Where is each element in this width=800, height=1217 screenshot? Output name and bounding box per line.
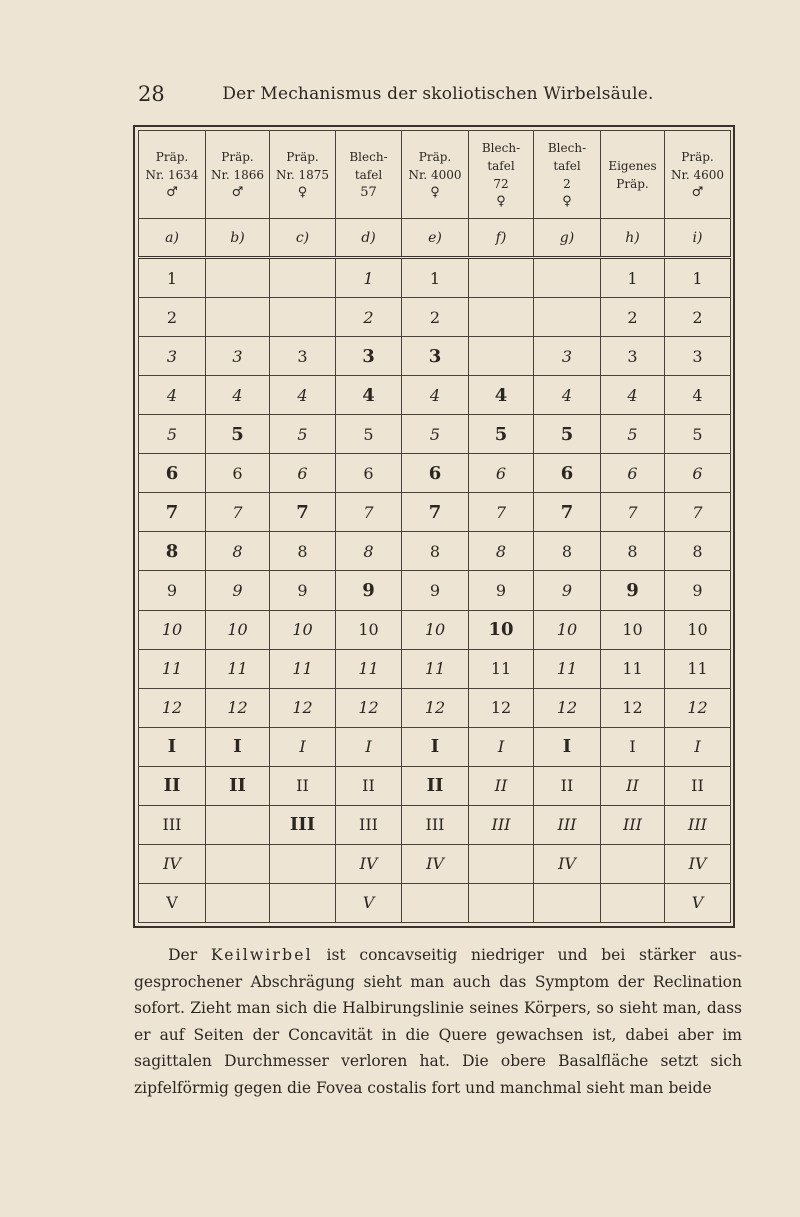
table-cell: 3 [534,337,601,376]
column-header-symbol: ♀ [562,193,572,209]
column-label: d) [336,219,402,258]
table-cell: 1 [402,258,469,298]
column-header [601,131,665,219]
table-cell: IV [402,844,469,883]
table-cell: 8 [601,532,665,571]
table-cell: III [469,805,534,844]
table-cell: 2 [665,298,731,337]
table-cell: 10 [665,610,731,649]
table-cell: 2 [336,298,402,337]
table-cell: 11 [534,649,601,688]
table-cell: 8 [139,532,206,571]
column-header-line: Nr. 4600 [670,167,725,182]
column-header [336,131,402,219]
table-cell: 10 [206,610,270,649]
table-cell: II [402,766,469,805]
column-label: f) [469,219,534,258]
table-cell: I [206,727,270,766]
table-cell [270,883,336,922]
column-header-symbol: ♀ [430,184,440,200]
table-cell: 7 [665,493,731,532]
table-cell: 12 [139,688,206,727]
page-header [138,82,738,112]
table-cell: 5 [534,415,601,454]
table-cell: 5 [601,415,665,454]
table-cell: 3 [336,337,402,376]
table-cell: II [601,766,665,805]
table-cell: 10 [139,610,206,649]
column-label-row [139,219,731,258]
column-header [402,131,469,219]
column-label: i) [665,219,731,258]
table-body [139,258,731,923]
column-header-symbol: ♀ [496,193,506,209]
table-cell: 5 [206,415,270,454]
table-cell: III [139,805,206,844]
table-cell: 10 [402,610,469,649]
table-cell: 4 [469,376,534,415]
table-row [139,844,731,883]
table-cell: 4 [402,376,469,415]
column-header-line: Präp. [221,149,254,164]
table-cell: 1 [665,258,731,298]
column-header-symbol: ♂ [166,184,178,200]
table-cell: 12 [665,688,731,727]
table-cell: 5 [665,415,731,454]
table-cell: 7 [206,493,270,532]
table-cell: 9 [469,571,534,610]
table-cell: 10 [270,610,336,649]
table-row [139,649,731,688]
table-cell: I [139,727,206,766]
table-row [139,883,731,922]
table-cell: 9 [206,571,270,610]
table-cell: 6 [665,454,731,493]
table-row [139,454,731,493]
table-cell: 6 [206,454,270,493]
column-header [270,131,336,219]
column-label: b) [206,219,270,258]
table-cell: 10 [601,610,665,649]
table-cell: 7 [336,493,402,532]
column-header [206,131,270,219]
column-header-line: Nr. 1875 [275,167,330,182]
column-header-row [139,131,731,219]
table-cell [534,258,601,298]
table-cell [469,298,534,337]
column-header-line: Präp. [155,149,189,164]
table-cell: 8 [665,532,731,571]
column-header-line: Blech- [349,149,388,164]
table-cell: II [665,766,731,805]
vertebrae-table-frame [133,125,735,928]
table-cell: 12 [601,688,665,727]
table-cell [206,258,270,298]
table-cell: 11 [601,649,665,688]
table-cell: 12 [534,688,601,727]
table-row [139,493,731,532]
table-cell: IV [139,844,206,883]
table-cell: 7 [601,493,665,532]
table-cell: 9 [270,571,336,610]
paragraph [134,942,742,1101]
table-cell: III [601,805,665,844]
table-cell: 8 [206,532,270,571]
table-cell: 9 [665,571,731,610]
table-cell [270,258,336,298]
column-header-line: Blech- [547,140,587,155]
table-cell: 6 [469,454,534,493]
table-cell: 9 [534,571,601,610]
table-cell: 11 [139,649,206,688]
table-cell: 12 [336,688,402,727]
table-cell: 6 [601,454,665,493]
table-cell: 12 [270,688,336,727]
running-title: Der Mechanismus der skoliotischen Wirbelsäule. [222,84,654,104]
table-cell [469,258,534,298]
table-cell: 12 [402,688,469,727]
table-cell: II [206,766,270,805]
table-cell [469,337,534,376]
table-cell: I [665,727,731,766]
table-cell: 8 [336,532,402,571]
table-cell: 1 [336,258,402,298]
table-cell [469,883,534,922]
table-row [139,337,731,376]
table-cell [469,844,534,883]
table-cell [270,844,336,883]
table-cell: 2 [402,298,469,337]
table-cell: 7 [139,493,206,532]
table-row [139,805,731,844]
table-cell: 3 [139,337,206,376]
table-cell: I [336,727,402,766]
table-cell: 12 [206,688,270,727]
table-cell: 6 [270,454,336,493]
table-cell: 3 [601,337,665,376]
table-row [139,571,731,610]
paragraph-start: Der [168,946,198,964]
column-header-line: tafel [553,158,581,173]
table-cell: 8 [534,532,601,571]
table-row [139,532,731,571]
table-cell: V [139,883,206,922]
table-cell: 11 [270,649,336,688]
table-cell [206,298,270,337]
table-cell [534,883,601,922]
table-cell: 8 [270,532,336,571]
table-cell: 9 [336,571,402,610]
table-cell: 4 [336,376,402,415]
table-cell: III [270,805,336,844]
table-cell: 10 [336,610,402,649]
table-cell: 6 [139,454,206,493]
table-cell [601,883,665,922]
table-row [139,727,731,766]
column-header [139,131,206,219]
table-cell: 3 [270,337,336,376]
table-row [139,376,731,415]
table-cell: 3 [206,337,270,376]
table-cell: 11 [469,649,534,688]
term-keilwirbel: Keilwirbel [210,946,313,964]
column-header-line: 72 [493,176,509,191]
table-cell: 4 [206,376,270,415]
table-row [139,258,731,298]
table-cell: 8 [402,532,469,571]
column-header-line: Eigenes [608,158,657,173]
table-cell: 4 [139,376,206,415]
column-header-symbol: 57 [360,184,377,200]
table-cell: 5 [139,415,206,454]
column-header-line: Präp. [616,176,649,191]
table-cell [206,844,270,883]
table-cell: 6 [402,454,469,493]
body-text [134,942,742,1101]
table-row [139,415,731,454]
column-header-line: 2 [563,176,571,191]
table-cell: II [336,766,402,805]
table-cell: I [270,727,336,766]
column-header-symbol: ♀ [297,184,308,200]
table-cell [534,298,601,337]
table-row [139,610,731,649]
table-cell: 10 [469,610,534,649]
table-cell: I [402,727,469,766]
table-cell: 11 [402,649,469,688]
column-header-symbol: ♂ [231,184,244,200]
column-header-line: Präp. [681,149,714,164]
table-cell: I [469,727,534,766]
column-label: h) [601,219,665,258]
table-cell [270,298,336,337]
table-cell: 7 [469,493,534,532]
table-cell: 6 [336,454,402,493]
table-cell: III [402,805,469,844]
table-cell: 11 [206,649,270,688]
page-number: 28 [138,82,165,106]
table-cell: 12 [469,688,534,727]
table-cell: I [601,727,665,766]
table-cell: III [336,805,402,844]
table-cell: 9 [402,571,469,610]
table-cell: IV [665,844,731,883]
table-cell: III [665,805,731,844]
table-cell: IV [534,844,601,883]
table-cell: 11 [665,649,731,688]
table-cell: 5 [402,415,469,454]
table-row [139,688,731,727]
table-cell: I [534,727,601,766]
table-cell: 5 [336,415,402,454]
table-cell: 5 [469,415,534,454]
table-row [139,766,731,805]
column-header [469,131,534,219]
table-cell: II [469,766,534,805]
table-cell: 4 [601,376,665,415]
table-cell: 9 [601,571,665,610]
table-cell: 7 [534,493,601,532]
table-cell: 10 [534,610,601,649]
column-header-line: Blech- [481,140,521,155]
column-label: e) [402,219,469,258]
table-cell: 3 [402,337,469,376]
column-header-line: Präp. [286,149,319,164]
table-cell: V [336,883,402,922]
table-cell: 11 [336,649,402,688]
table-cell: 6 [534,454,601,493]
table-cell: 8 [469,532,534,571]
vertebrae-table [138,130,731,923]
table-cell [402,883,469,922]
column-label: g) [534,219,601,258]
table-cell: II [534,766,601,805]
column-header-symbol: ♂ [691,184,704,200]
table-cell: 4 [270,376,336,415]
column-header-line: Nr. 4000 [408,167,462,182]
table-row [139,298,731,337]
table-cell: 4 [534,376,601,415]
column-label: a) [139,219,206,258]
table-cell: V [665,883,731,922]
table-cell: 2 [139,298,206,337]
table-cell: II [270,766,336,805]
table-cell: 7 [402,493,469,532]
table-cell: 4 [665,376,731,415]
table-cell: 7 [270,493,336,532]
table-cell: IV [336,844,402,883]
table-cell [601,844,665,883]
paragraph-rest: ist concavseitig niedriger und bei stärker ausgesprochener Abschrägung sieht man auch das Symptom der Reclination sofort. Zieht man sich die Halbirungslinie seines Körpers, so sieht man, dass er auf Seiten der Concavität in die Quere gewachsen ist, dabei aber im sagittalen Durchmesser verloren hat. Die obere Basalfläche setzt sich zipfelförmig gegen die Fovea costalis fort und manchmal sieht man beide [134,946,742,1097]
table-cell: II [139,766,206,805]
table-cell [206,805,270,844]
column-label: c) [270,219,336,258]
table-cell [206,883,270,922]
column-header-line: tafel [354,167,383,182]
column-header-line: Nr. 1634 [145,167,199,182]
table-cell: 3 [665,337,731,376]
table-cell: 9 [139,571,206,610]
column-header-line: Präp. [418,149,452,164]
table-cell: 1 [601,258,665,298]
table-cell: 5 [270,415,336,454]
table-cell: III [534,805,601,844]
column-header [665,131,731,219]
column-header-line: Nr. 1866 [210,167,265,182]
table-cell: 2 [601,298,665,337]
column-header [534,131,601,219]
table-cell: 1 [139,258,206,298]
column-header-line: tafel [487,158,515,173]
